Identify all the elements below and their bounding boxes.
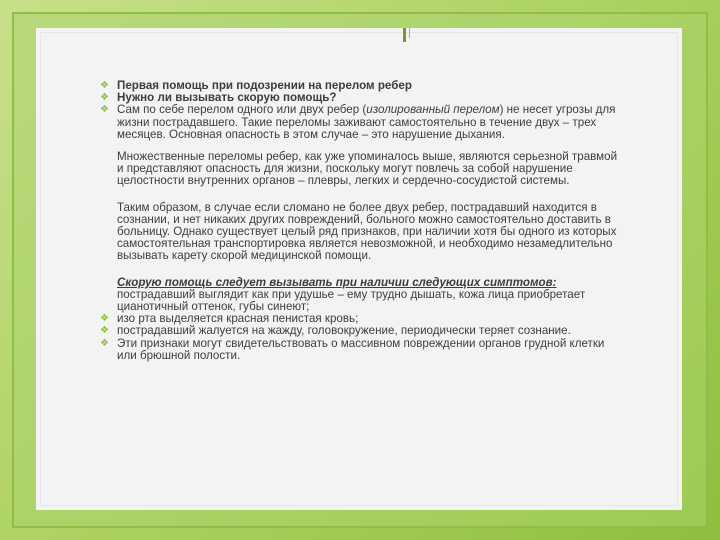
diamond-bullet-icon: ❖ [100, 313, 109, 325]
paragraph-1 [117, 103, 615, 140]
spacer [62, 188, 622, 202]
list-item [62, 104, 622, 141]
symptom-3: пострадавший жалуется на жажду, головокружение, периодически теряет сознание. [117, 324, 571, 338]
slide-content [62, 80, 622, 362]
spacer [62, 263, 622, 277]
list-item [62, 338, 622, 362]
heading-first-aid: Первая помощь при подозрении на перелом ребер [117, 79, 412, 92]
accent-tick [409, 28, 410, 38]
symptoms-heading-text: Скорую помощь следует вызывать при наличии следующих симптомов: [117, 275, 557, 289]
symptoms-heading [62, 277, 622, 289]
paragraph-1-part-2: ) не несет угрозы для жизни пострадавшего. Такие переломы заживают самостоятельно в течение двух – трех месяцев. Основная опасность в этом случае – это нарушение дыхания. [117, 103, 616, 141]
symptom-1: пострадавший выглядит как при удушье – ему трудно дышать, кожа лица приобретает цианотичный оттенок, губы синеют; [117, 287, 586, 314]
paragraph-1-italic: изолированный перелом [366, 103, 500, 117]
diamond-bullet-icon: ❖ [100, 337, 109, 349]
diamond-bullet-icon: ❖ [100, 80, 109, 91]
accent-bar [403, 28, 406, 42]
diamond-bullet-icon: ❖ [100, 104, 109, 116]
paragraph-3: Таким образом, в случае если сломано не более двух ребер, пострадавший находится в сознании, и нет никаких других повреждений, больного можно самостоятельно доставить в больницу. Однако существует целый ряд признаков, при наличии хотя бы одного из которых самостоятельная транспортировка является невозможной, и необходимо незамедлительно вызывать карету скорой медицинской помощи. [117, 200, 617, 263]
heading-call-ambulance: Нужно ли вызывать скорую помощь? [117, 91, 337, 105]
symptom-2: изо рта выделяется красная пенистая кровь; [117, 312, 359, 326]
diamond-bullet-icon: ❖ [100, 92, 109, 104]
diamond-bullet-icon: ❖ [100, 325, 109, 337]
symptom-4: Эти признаки могут свидетельствовать о массивном повреждении органов грудной клетки или брюшной полости. [117, 336, 605, 362]
paragraph-2: Множественные переломы ребер, как уже упоминалось выше, являются серьезной травмой и представляют опасность для жизни, поскольку могут повлечь за собой нарушение целостности внутренних органов – плевры, легких и сердечно-сосудистой системы. [117, 150, 618, 188]
paragraph-1-part-1: Сам по себе перелом одного или двух ребер ( [117, 103, 367, 117]
